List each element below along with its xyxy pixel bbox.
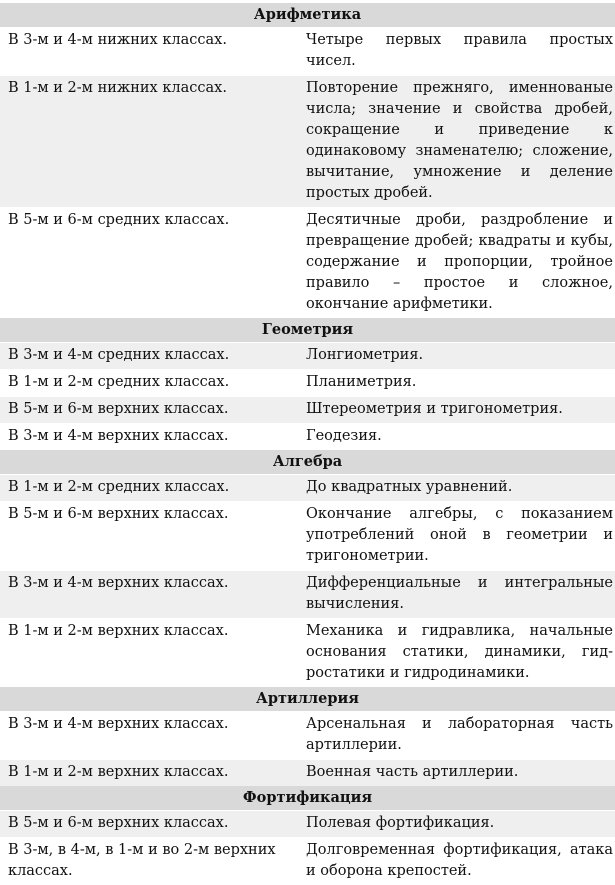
classes-cell: В 3-м и 4-м нижних классах. bbox=[0, 28, 298, 76]
section-title: Алгебра bbox=[0, 450, 615, 475]
classes-cell: В 1-м и 2-м верхних классах. bbox=[0, 760, 298, 787]
topic-cell: Арсенальная и лабораторная часть артиллерии. bbox=[298, 712, 615, 760]
table-row bbox=[0, 838, 615, 885]
table-row bbox=[0, 28, 615, 76]
section-header-arithmetic bbox=[0, 3, 615, 28]
table-row bbox=[0, 208, 615, 319]
classes-cell: В 3-м и 4-м средних классах. bbox=[0, 343, 298, 370]
section-title: Геометрия bbox=[0, 318, 615, 343]
section-title: Фортификация bbox=[0, 786, 615, 811]
classes-cell: В 3-м и 4-м верхних классах. bbox=[0, 571, 298, 619]
table-row bbox=[0, 712, 615, 760]
topic-cell: Долговременная фортификация, атака и оборона крепостей. bbox=[298, 838, 615, 885]
classes-cell: В 3-м и 4-м верхних классах. bbox=[0, 424, 298, 451]
section-header-artillery bbox=[0, 687, 615, 712]
table-row bbox=[0, 502, 615, 571]
curriculum-table-body bbox=[0, 3, 615, 885]
curriculum-table bbox=[0, 3, 615, 885]
table-row bbox=[0, 760, 615, 787]
topic-cell: Четыре первых правила простых чисел. bbox=[298, 28, 615, 76]
topic-cell: Военная часть артиллерии. bbox=[298, 760, 615, 787]
classes-cell: В 5-м и 6-м верхних классах. bbox=[0, 811, 298, 838]
classes-cell: В 1-м и 2-м средних классах. bbox=[0, 370, 298, 397]
classes-cell: В 1-м и 2-м нижних классах. bbox=[0, 76, 298, 208]
classes-cell: В 1-м и 2-м средних классах. bbox=[0, 475, 298, 502]
topic-cell: Механика и гидравлика, начальные основания статики, динамики, гидростатики и гидродинамики. bbox=[298, 619, 615, 688]
classes-cell: В 5-м и 6-м средних классах. bbox=[0, 208, 298, 319]
topic-cell: Планиметрия. bbox=[298, 370, 615, 397]
table-row bbox=[0, 76, 615, 208]
topic-cell: Повторение прежняго, именнованые числа; значение и свойства дробей, сокращение и приведение к одинаковому знаменателю; сложение, вычитание, умножение и деление простых дробей. bbox=[298, 76, 615, 208]
topic-cell: Полевая фортификация. bbox=[298, 811, 615, 838]
classes-cell: В 3-м и 4-м верхних классах. bbox=[0, 712, 298, 760]
table-row bbox=[0, 475, 615, 502]
section-header-geometry bbox=[0, 318, 615, 343]
topic-cell: Штереометрия и тригонометрия. bbox=[298, 397, 615, 424]
section-title: Артиллерия bbox=[0, 687, 615, 712]
classes-cell: В 5-м и 6-м верхних классах. bbox=[0, 502, 298, 571]
classes-cell: В 3-м, в 4-м, в 1-м и во 2-м верхних классах. bbox=[0, 838, 298, 885]
table-row bbox=[0, 370, 615, 397]
table-row bbox=[0, 424, 615, 451]
topic-cell: Десятичные дроби, раздробление и превращение дробей; квадраты и кубы, содержание и пропорции, тройное правило – простое и сложное, окончание арифметики. bbox=[298, 208, 615, 319]
topic-cell: Лонгиометрия. bbox=[298, 343, 615, 370]
table-row bbox=[0, 397, 615, 424]
topic-cell: До квадратных уравнений. bbox=[298, 475, 615, 502]
section-header-fortification bbox=[0, 786, 615, 811]
section-title: Арифметика bbox=[0, 3, 615, 28]
table-row bbox=[0, 619, 615, 688]
table-row bbox=[0, 571, 615, 619]
topic-cell: Дифференциальные и интегральные вычисления. bbox=[298, 571, 615, 619]
topic-cell: Геодезия. bbox=[298, 424, 615, 451]
classes-cell: В 5-м и 6-м верхних классах. bbox=[0, 397, 298, 424]
table-row bbox=[0, 343, 615, 370]
section-header-algebra bbox=[0, 450, 615, 475]
classes-cell: В 1-м и 2-м верхних классах. bbox=[0, 619, 298, 688]
topic-cell: Окончание алгебры, с показанием употреблений оной в геометрии и тригонометрии. bbox=[298, 502, 615, 571]
table-row bbox=[0, 811, 615, 838]
